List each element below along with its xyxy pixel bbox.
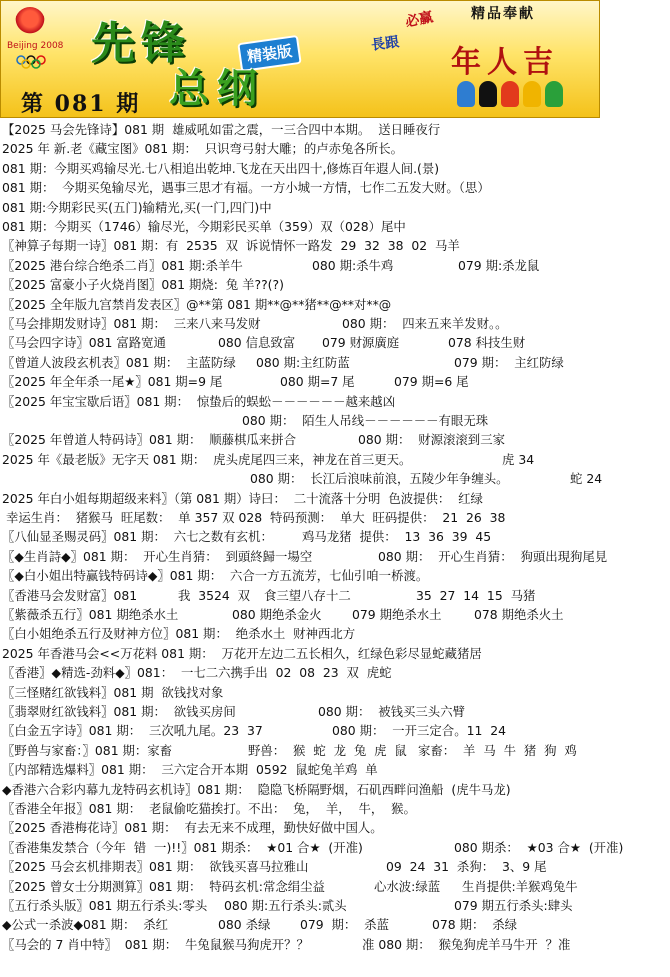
text-line	[2, 936, 670, 954]
text-line	[2, 781, 670, 799]
text-line	[2, 431, 670, 449]
text-segment: 虎 34	[502, 451, 535, 467]
text-segment: 079 期五行杀头:肆头	[454, 898, 573, 913]
edition-tag: 精装版	[237, 35, 301, 72]
text-segment: 080 期=7 尾	[280, 374, 355, 390]
banner-title-line2: 总纲	[169, 65, 265, 112]
text-segment: 09 24 31 杀狗： 3、9 尾	[386, 859, 547, 875]
text-segment: 080 期： 财源滚滚到三家	[358, 432, 505, 448]
text-segment: 2025 年《最老版》无字天 081 期： 虎头虎尾四三来，神龙在首三更天。	[2, 451, 412, 467]
text-line	[2, 334, 670, 352]
text-line	[2, 470, 670, 488]
olympic-emblem	[7, 7, 71, 67]
text-line	[2, 373, 670, 391]
text-line	[2, 412, 670, 430]
banner-slogan-a: 必赢	[403, 9, 435, 31]
text-segment: 〖八仙显圣赐灵码〗081 期： 六七之数有玄机：	[2, 529, 273, 545]
text-segment: 我 3524 双	[178, 587, 251, 603]
text-line	[2, 916, 670, 934]
text-segment: 【2025 马会先锋诗】081 期 雄威吼如雷之震，一三合四中本期。 送日睡夜行	[2, 122, 441, 137]
text-line	[2, 257, 670, 275]
text-segment: ◆香港六合彩内幕九龙特码玄机诗〗081 期： 隐隐飞桥隔野烟，石矶西畔问渔船 (虎牛马龙)	[2, 781, 511, 797]
text-line	[2, 393, 670, 411]
text-segment: 〖2025 香港梅花诗〗081 期： 有去无来不成理，勤快好做中国人。	[2, 820, 383, 836]
text-segment: 080 期:主红防蓝	[256, 354, 350, 370]
text-segment: 〖五行杀头版〗081 期五行杀头:零头	[2, 898, 208, 913]
text-segment: 〖2025 富豪小子火烧肖图〗081 期烧: 兔 羊??(?)	[2, 277, 284, 293]
text-segment: 〖神算子每期一诗〗081 期：有 2535 双 诉说情怀一路发 29 32 38 02 马羊	[2, 238, 460, 254]
text-segment: 〖2025 年全年杀一尾★〗081 期=9 尾	[2, 374, 223, 390]
text-segment: 蛇 24	[570, 471, 603, 487]
text-line	[2, 742, 670, 760]
text-line	[2, 645, 670, 663]
text-line	[2, 664, 670, 682]
text-segment: 〖2025 全年版九宫禁肖发表区〗@**第 081 期**@**猪**@**对**@	[2, 296, 392, 312]
text-line	[2, 684, 670, 702]
text-segment: 079 期： 主红防绿	[454, 354, 564, 370]
text-segment: 〖◆生肖詩◆〗081 期： 开心生肖猜： 到頭終歸一場空	[2, 548, 313, 564]
text-line	[2, 858, 670, 876]
text-segment: 〖香港马会发财富〗081	[2, 587, 138, 603]
mascot-icon	[523, 81, 541, 107]
text-line	[2, 218, 670, 236]
text-line	[2, 548, 670, 566]
text-line	[2, 761, 670, 779]
text-line	[2, 276, 670, 294]
text-line	[2, 140, 670, 158]
olympic-text: Beijing 2008	[7, 41, 64, 51]
text-line	[2, 509, 670, 527]
text-segment: 079 财源廣庭	[322, 335, 400, 351]
text-segment: 〖香港集发禁合（今年 错 一)!!〗081 期杀： ★01 合★ (开准)	[2, 839, 363, 855]
text-segment: 〖◆白小姐出特赢钱特码诗◆〗081 期： 六合一方五流芳，七仙引咱一桥渡。	[2, 568, 429, 584]
text-line	[2, 625, 670, 643]
text-segment: 〖2025 年曾道人特码诗〗081 期： 顺藤棋瓜来拼合	[2, 432, 296, 448]
mascot-icon	[545, 81, 563, 107]
text-segment: 35 27 14 15 马猪	[416, 587, 536, 603]
banner-slogan-c: 長跟	[370, 34, 401, 54]
text-segment: 2025 年 新.老《藏宝图》081 期： 只识弯弓射大雕；的卢赤兔各所长。	[2, 141, 403, 157]
text-line	[2, 878, 670, 896]
text-segment: 079 期:杀龙鼠	[458, 257, 540, 273]
text-segment: 081 期：今期买（1746）输尽光，今期彩民买单（359）双（028）尾中	[2, 219, 406, 234]
olympic-rings-icon	[13, 55, 63, 69]
text-segment: 080 信息致富	[218, 335, 296, 351]
text-segment: 〖内部精选爆料〗081 期： 三六定合开本期 0592 鼠蛇兔羊鸡 单	[2, 762, 378, 778]
text-segment: 准 080 期： 猴兔狗虎羊马牛开 ？准	[362, 936, 571, 952]
text-segment: 078 科技生财	[448, 335, 526, 351]
banner-slogan-b: 精品奉献	[471, 6, 535, 22]
text-segment: 078 期绝杀火土	[474, 607, 564, 622]
text-segment: 生肖提供:羊猴鸡兔牛	[462, 878, 578, 894]
header-banner	[0, 0, 600, 118]
text-segment: 〖紫薇杀五行〗081 期绝杀水土	[2, 607, 179, 622]
text-segment: 080 期杀： ★03 合★ (开准)	[454, 839, 624, 855]
text-segment: 080 期： 陌生人吊线－－－－－－有眼无珠	[242, 413, 489, 428]
text-line	[2, 296, 670, 314]
text-segment: 081 期:今期彩民买(五门)输精光,买(一门,四门)中	[2, 199, 272, 215]
text-segment: 心水波:绿蓝	[374, 878, 441, 894]
text-segment: 080 期:杀牛鸡	[312, 257, 394, 273]
text-line	[2, 237, 670, 255]
text-line	[2, 160, 670, 178]
text-line	[2, 897, 670, 915]
text-segment: 〖马会排期发财诗〗081 期： 三来八来马发财	[2, 316, 261, 331]
text-segment: 〖马会四字诗〗081 富路宽通	[2, 335, 166, 351]
text-segment: 〖曾道人波段玄机表〗081 期： 主蓝防绿	[2, 354, 236, 370]
text-line	[2, 587, 670, 605]
mascot-icon	[501, 81, 519, 107]
text-line	[2, 800, 670, 818]
text-segment: ◆公式一杀波◆081 期： 杀红	[2, 917, 169, 933]
text-segment: 〖2025 年宝宝歇后语〗081 期： 惊蛰后的蜈蚣－－－－－－越来越凶	[2, 393, 396, 409]
text-segment: 080 期： 一开三定合。11 24	[332, 723, 507, 739]
text-segment: 〖香港〗◆精选-劲料◆〗081： 一七二六携手出 02 08 23 双 虎蛇	[2, 665, 392, 681]
banner-title-line1: 先锋	[91, 18, 191, 69]
text-line	[2, 490, 670, 508]
banner-slogan-d: 年人吉	[451, 45, 559, 80]
text-line	[2, 606, 670, 624]
text-segment: 080 期： 四来五来羊发财。。	[342, 316, 508, 331]
text-line	[2, 528, 670, 546]
text-segment: 080 期： 开心生肖猜： 狗頭出現狗尾見	[378, 548, 608, 564]
text-segment: 食三望八存十二	[264, 587, 351, 603]
text-segment: 078 期： 杀绿	[432, 917, 518, 933]
text-segment: 〖野兽与家畜：〗081 期：家畜	[2, 742, 173, 758]
text-segment: 幸运生肖： 猪猴马 旺尾数： 单 357 双 028 特码预测： 单大 旺码提供： 21 26 38	[2, 510, 506, 525]
text-segment: 〖翡翠财红欲钱料〗081 期： 欲钱买房间	[2, 704, 236, 719]
text-segment: 〖白金五字诗〗081 期： 三次吼九尾。23 37	[2, 723, 263, 739]
text-line	[2, 179, 670, 197]
text-line	[2, 354, 670, 372]
text-segment: 080 期:五行杀头:贰头	[224, 898, 347, 913]
text-segment: 079 期： 杀蓝	[300, 917, 389, 933]
mascot-icon	[479, 81, 497, 107]
text-segment: 鸡马龙猪 提供： 13 36 39 45	[302, 529, 492, 545]
text-segment: 080 期绝杀金火	[232, 607, 322, 622]
text-line	[2, 199, 670, 217]
text-segment: 〖白小姐绝杀五行及财神方位〗081 期： 绝杀水土 财神西北方	[2, 626, 356, 642]
text-segment: 〖马会的 7 肖中特〗 081 期： 牛兔鼠猴马狗虎开？？	[2, 936, 309, 952]
text-segment: 家畜： 羊 马 牛 猪 狗 鸡	[418, 742, 577, 758]
text-line	[2, 722, 670, 740]
text-segment: 081 期： 今期买兔输尽光，遇事三思才有福。一方小城一方情，七作二五发大财。（思）	[2, 180, 490, 196]
text-segment: 2025 年白小姐每期超级来料〗（第 081 期）诗曰： 二十流落十分明 色波提供： 红绿	[2, 490, 483, 506]
text-segment: 2025 年香港马会<<万花料 081 期： 万花开左边二五长相久，红绿色彩尽显蛇藏猪居	[2, 645, 482, 661]
text-line	[2, 703, 670, 721]
mascot-icon	[457, 81, 475, 107]
text-segment: 079 期=6 尾	[394, 374, 469, 390]
text-segment: 080 期： 被钱买三头六臂	[318, 704, 465, 719]
text-segment: 〖2025 马会玄机排期表〗081 期： 欲钱买喜马拉雅山	[2, 859, 309, 875]
text-line	[2, 451, 670, 469]
text-line	[2, 121, 670, 139]
text-line	[2, 839, 670, 857]
text-segment: 081 期：今期买鸡输尽光.七八相追出乾坤.飞龙在天出四十,修炼百年遐人间.(景)	[2, 160, 440, 176]
text-segment: 〖2025 曾女士分期测算〗081 期： 特码玄机:常念绢尘益	[2, 878, 325, 894]
text-segment: 079 期绝杀水土	[352, 607, 442, 622]
text-line	[2, 819, 670, 837]
text-line	[2, 315, 670, 333]
text-segment: 080 期： 长江后浪味前浪，五陵少年争缠头。	[250, 471, 509, 487]
text-segment: 080 杀绿	[218, 917, 271, 933]
text-segment: 〖香港全年报〗081 期： 老鼠偷吃猫挨打。不出： 兔， 羊， 牛， 猴。	[2, 801, 416, 816]
text-line	[2, 567, 670, 585]
mascots-illustration	[457, 81, 597, 111]
beijing-emblem-icon	[15, 7, 45, 37]
issue-number: 第 081 期	[21, 91, 141, 117]
text-segment: 〖三怪赌红欲钱料〗081 期 欲钱找对象	[2, 684, 224, 700]
text-segment: 〖2025 港台综合绝杀二肖〗081 期:杀羊牛	[2, 257, 243, 273]
text-segment: 野兽： 猴 蛇 龙 兔 虎 鼠	[248, 742, 407, 758]
